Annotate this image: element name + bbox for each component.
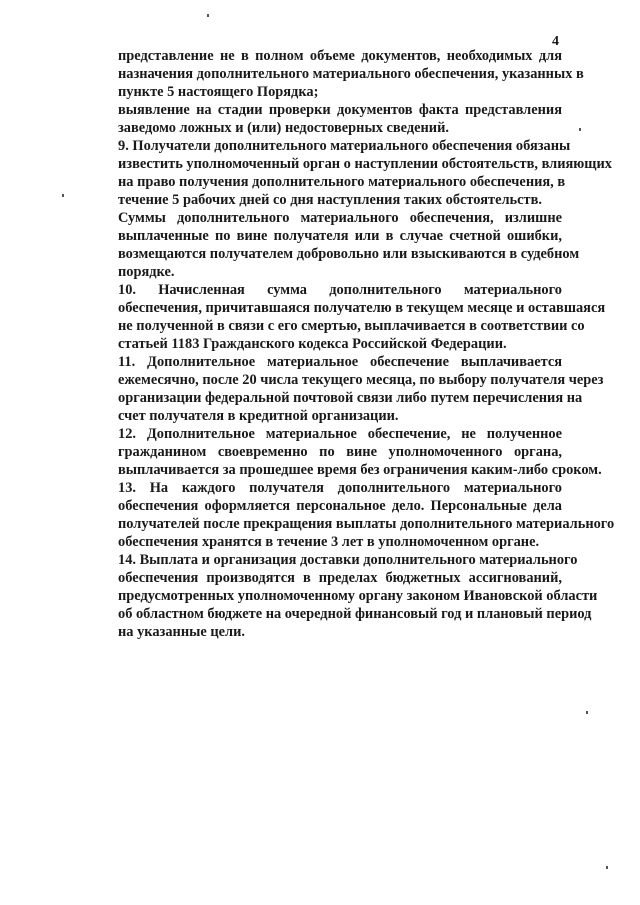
text-line: ежемесячно, после 20 числа текущего месяца, по выбору получателя через bbox=[118, 372, 604, 388]
text-line: назначения дополнительного материального обеспечения, указанных в bbox=[118, 66, 584, 82]
paragraph-incomplete-documents bbox=[86, 47, 584, 101]
scan-speck bbox=[62, 194, 64, 197]
text-line: обеспечения, причитавшаяся получателю в текущем месяце и оставшаяся bbox=[118, 300, 606, 316]
text-line: выплачивается за прошедшее время без ограничения каким-либо сроком. bbox=[118, 462, 602, 478]
text-line: 13. На каждого получателя дополнительного материального bbox=[118, 480, 562, 496]
text-line: 10. Начисленная сумма дополнительного материального bbox=[118, 282, 562, 298]
scan-speck bbox=[207, 14, 209, 17]
text-line: не полученной в связи с его смертью, выплачивается в соответствии со bbox=[118, 318, 585, 334]
text-line: обеспечения производятся в пределах бюджетных ассигнований, bbox=[118, 570, 562, 586]
paragraph-item-11 bbox=[86, 353, 604, 425]
paragraph-item-10 bbox=[86, 281, 606, 353]
text-line: предусмотренных уполномоченному органу законом Ивановской области bbox=[118, 588, 598, 604]
text-line: известить уполномоченный орган о наступлении обстоятельств, влияющих bbox=[118, 156, 612, 172]
paragraph-item-13 bbox=[86, 479, 615, 551]
text-line: об областном бюджете на очередной финансовый год и плановый период bbox=[118, 606, 592, 622]
text-line: на право получения дополнительного материального обеспечения, в bbox=[118, 174, 566, 190]
paragraph-overpaid-sums bbox=[86, 209, 580, 281]
scan-speck bbox=[586, 711, 588, 714]
text-line: гражданином своевременно по вине уполномоченного органа, bbox=[118, 444, 562, 460]
text-line: обеспечения оформляется персональное дело. Персональные дела bbox=[118, 498, 562, 514]
text-line: статьей 1183 Гражданского кодекса Российской Федерации. bbox=[118, 336, 507, 352]
text-line: выплаченные по вине получателя или в случае счетной ошибки, bbox=[118, 228, 562, 244]
text-line: обеспечения хранятся в течение 3 лет в уполномоченном органе. bbox=[118, 534, 540, 550]
scan-speck bbox=[579, 128, 581, 131]
document-body bbox=[86, 47, 615, 641]
text-line: пункте 5 настоящего Порядка; bbox=[118, 84, 319, 100]
text-line: 14. Выплата и организация доставки дополнительного материального bbox=[118, 552, 578, 568]
paragraph-item-14 bbox=[86, 551, 598, 641]
paragraph-item-9 bbox=[86, 137, 612, 209]
text-line: возмещаются получателем добровольно или взыскиваются в судебном bbox=[118, 246, 580, 262]
paragraph-item-12 bbox=[86, 425, 602, 479]
text-line: 12. Дополнительное материальное обеспечение, не полученное bbox=[118, 426, 562, 442]
text-line: заведомо ложных и (или) недостоверных сведений. bbox=[118, 120, 449, 136]
text-line: выявление на стадии проверки документов факта представления bbox=[118, 102, 562, 118]
text-line: представление не в полном объеме документов, необходимых для bbox=[118, 48, 562, 64]
text-line: на указанные цели. bbox=[118, 624, 245, 640]
paragraph-false-information bbox=[86, 101, 562, 137]
text-line: счет получателя в кредитной организации. bbox=[118, 408, 399, 424]
page-number: 4 bbox=[552, 34, 559, 49]
text-line: течение 5 рабочих дней со дня наступления таких обстоятельств. bbox=[118, 192, 542, 208]
text-line: организации федеральной почтовой связи либо путем перечисления на bbox=[118, 390, 583, 406]
scan-speck bbox=[606, 866, 608, 869]
text-line: Суммы дополнительного материального обеспечения, излишне bbox=[118, 210, 562, 226]
text-line: получателей после прекращения выплаты дополнительного материального bbox=[118, 516, 615, 532]
text-line: 11. Дополнительное материальное обеспечение выплачивается bbox=[118, 354, 562, 370]
text-line: 9. Получатели дополнительного материального обеспечения обязаны bbox=[118, 138, 571, 154]
text-line: порядке. bbox=[118, 264, 175, 280]
